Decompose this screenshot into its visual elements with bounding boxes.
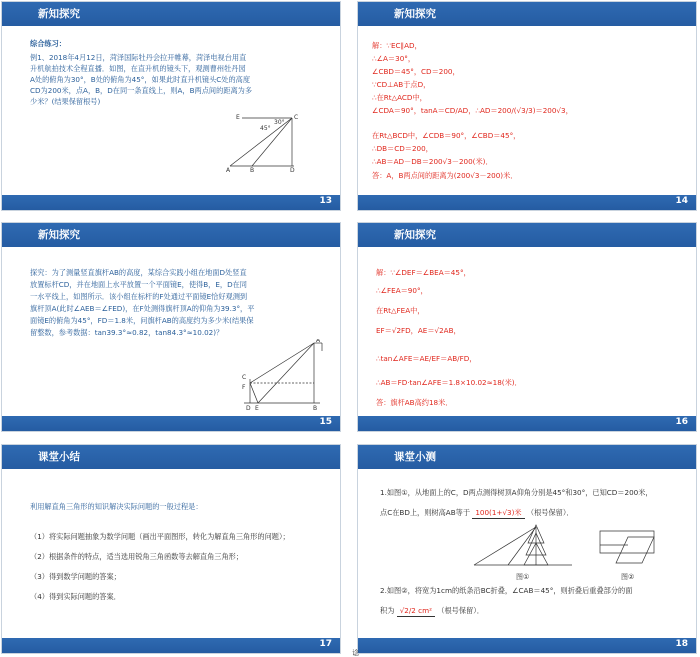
slide-13[interactable] [1,1,341,211]
figure-2-label: 图② [621,573,635,581]
slide-number: 15 [319,417,332,427]
label-B: B [250,167,255,172]
slide-title: 新知探究 [38,8,80,20]
slide-title: 新知探究 [394,229,436,241]
problem-line-5: 面镜E的俯角为45°，FD＝1.8米，问旗杆AB的高度约为多少米(结果保 [30,316,254,325]
slide-footer [2,638,340,653]
problem-line-3: A处的俯角为30°，B处的俯角为45°，如果此时直升机镜头C处的高度 [30,75,251,84]
question-2-line-1: 2.如图②，将宽为1cm的纸条沿BC折叠，∠CAB＝45°，则折叠后重叠部分的面 [380,586,633,595]
slide-14[interactable] [357,1,697,211]
slide-footer [358,638,696,653]
slide-header-band [2,2,340,26]
slide-footer [358,416,696,431]
summary-item-4: （4）得到实际问题的答案． [30,592,121,601]
summary-item-1: （1）将实际问题抽象为数学问题（画出平面图形，转化为解直角三角形的问题）； [30,532,290,541]
problem-line-4: 旗杆顶A(此时∠AEB＝∠FED)，在F处测得旗杆顶A的仰角为39.3°，平 [30,304,255,313]
problem-line-2: 放置标杆CD，并在地面上水平放置一个平面镜E，使得B，E，D在同 [30,280,247,289]
slide-number: 14 [675,196,688,206]
slide-header-band [2,445,340,469]
solution-line-8: ∴DB＝CD＝200， [372,144,433,153]
question-1-answer: 100(1+√3)米 [472,507,524,519]
label-A: A [226,167,231,172]
label-D: D [290,167,295,172]
flagpole-figure [234,339,330,411]
problem-line-1: 探究：为了测量竖直旗杆AB的高度，某综合实践小组在地面D处竖直 [30,268,247,277]
solution-line-6: ∴AB＝FD·tan∠AFE＝1.8×10.02≈18(米)． [376,378,522,387]
question-2-text: 积为 [380,606,395,615]
figure-1-label: 图① [516,573,530,581]
slide-header-band [358,445,696,469]
slide-footer [2,195,340,210]
paper-fold-figure [598,527,658,571]
question-1-text: 点C在BD上，则树高AB等于 [380,508,471,517]
solution-line-1: 解：∵EC∥AD， [372,41,422,50]
solution-line-2: ∴∠A＝30°， [372,54,416,63]
question-2-answer: √2/2 cm² [397,605,435,617]
solution-line-5: ∴tan∠AFE＝AE/EF＝AB/FD， [376,354,477,363]
label-A: A [316,339,321,344]
solution-line-9: ∴AB＝AD－DB＝200√3－200(米)． [372,157,493,166]
solution-line-7: 在Rt△BCD中，∠CDB＝90°，∠CBD＝45°， [372,131,521,140]
slide-number: 16 [675,417,688,427]
problem-line-6: 留整数，参考数据：tan39.3°≈0.82，tan84.3°≈10.02)？ [30,328,224,337]
label-C: C [242,374,247,381]
slide-title: 新知探究 [394,8,436,20]
problem-line-4: CD为200米，点A，B，D在同一条直线上，则A，B两点间的距离为多 [30,86,253,95]
label-45: 45° [260,125,271,132]
label-E: E [236,114,240,121]
helicopter-figure [222,110,312,172]
solution-line-5: ∴在Rt△ACD中， [372,93,427,102]
slide-number: 17 [319,639,332,649]
slide-title: 课堂小结 [38,451,80,463]
label-F: F [242,384,246,391]
question-1-suffix: （根号保留）． [526,508,574,517]
solution-answer: 答：A，B两点间的距离为(200√3－200)米． [372,171,518,180]
bottom-glyph: 谂 [352,649,359,657]
question-2-suffix: （根号保留）． [437,606,484,615]
label-E: E [255,405,259,411]
label-C: C [294,114,299,121]
summary-item-3: （3）得到数学问题的答案； [30,572,121,581]
slide-footer [358,195,696,210]
solution-line-6: ∠CDA＝90°，tanA＝CD/AD，∴AD＝200/(√3/3)＝200√3， [372,106,573,115]
label-D: D [246,405,251,411]
slide-16[interactable] [357,222,697,432]
label-30: 30° [274,119,285,126]
solution-line-1: 解：∵∠DEF＝∠BEA＝45°， [376,268,471,277]
summary-heading: 利用解直角三角形的知识解决实际问题的一般过程是： [30,502,203,511]
question-1-line-2 [380,507,574,519]
problem-line-5: 少米？(结果保留根号) [30,97,101,106]
slide-number: 13 [319,196,332,206]
slide-18[interactable] [357,444,697,654]
slide-17[interactable] [1,444,341,654]
slide-15[interactable] [1,222,341,432]
slide-header-band [2,223,340,247]
solution-answer: 答：旗杆AB高约18米． [376,398,453,407]
summary-item-2: （2）根据条件的特点，适当选用锐角三角函数等去解直角三角形； [30,552,244,561]
question-2-line-2 [380,605,484,617]
solution-line-2: ∴∠FEA＝90°， [376,286,428,295]
slide-header-band [358,223,696,247]
slide-title: 课堂小测 [394,451,436,463]
label-B: B [313,405,318,411]
slide-title: 新知探究 [38,229,80,241]
problem-line-3: 一水平线上，如图所示．该小组在标杆的F处通过平面镜E恰好观测到 [30,292,248,301]
problem-line-2: 升机航拍技术全程直播．如图，在直升机的镜头下，观测曹州牡丹园 [30,64,246,73]
problem-line-1: 例1、2018年4月12日，菏泽国际牡丹会拉开帷幕，菏泽电视台用直 [30,53,247,62]
solution-line-4: EF＝√2FD，AE＝√2AB， [376,326,461,335]
slide-footer [2,416,340,431]
slide-number: 18 [675,639,688,649]
solution-line-4: ∵CD⊥AB于点D， [372,80,431,89]
solution-line-3: ∠CBD＝45°，CD＝200， [372,67,460,76]
section-heading: 综合练习： [30,39,66,48]
tree-figure [468,523,578,573]
solution-line-3: 在Rt△FEA中， [376,306,425,315]
slide-header-band [358,2,696,26]
question-1-line-1: 1.如图①，从地面上的C，D两点测得树顶A仰角分别是45°和30°，已知CD＝200米， [380,488,653,497]
